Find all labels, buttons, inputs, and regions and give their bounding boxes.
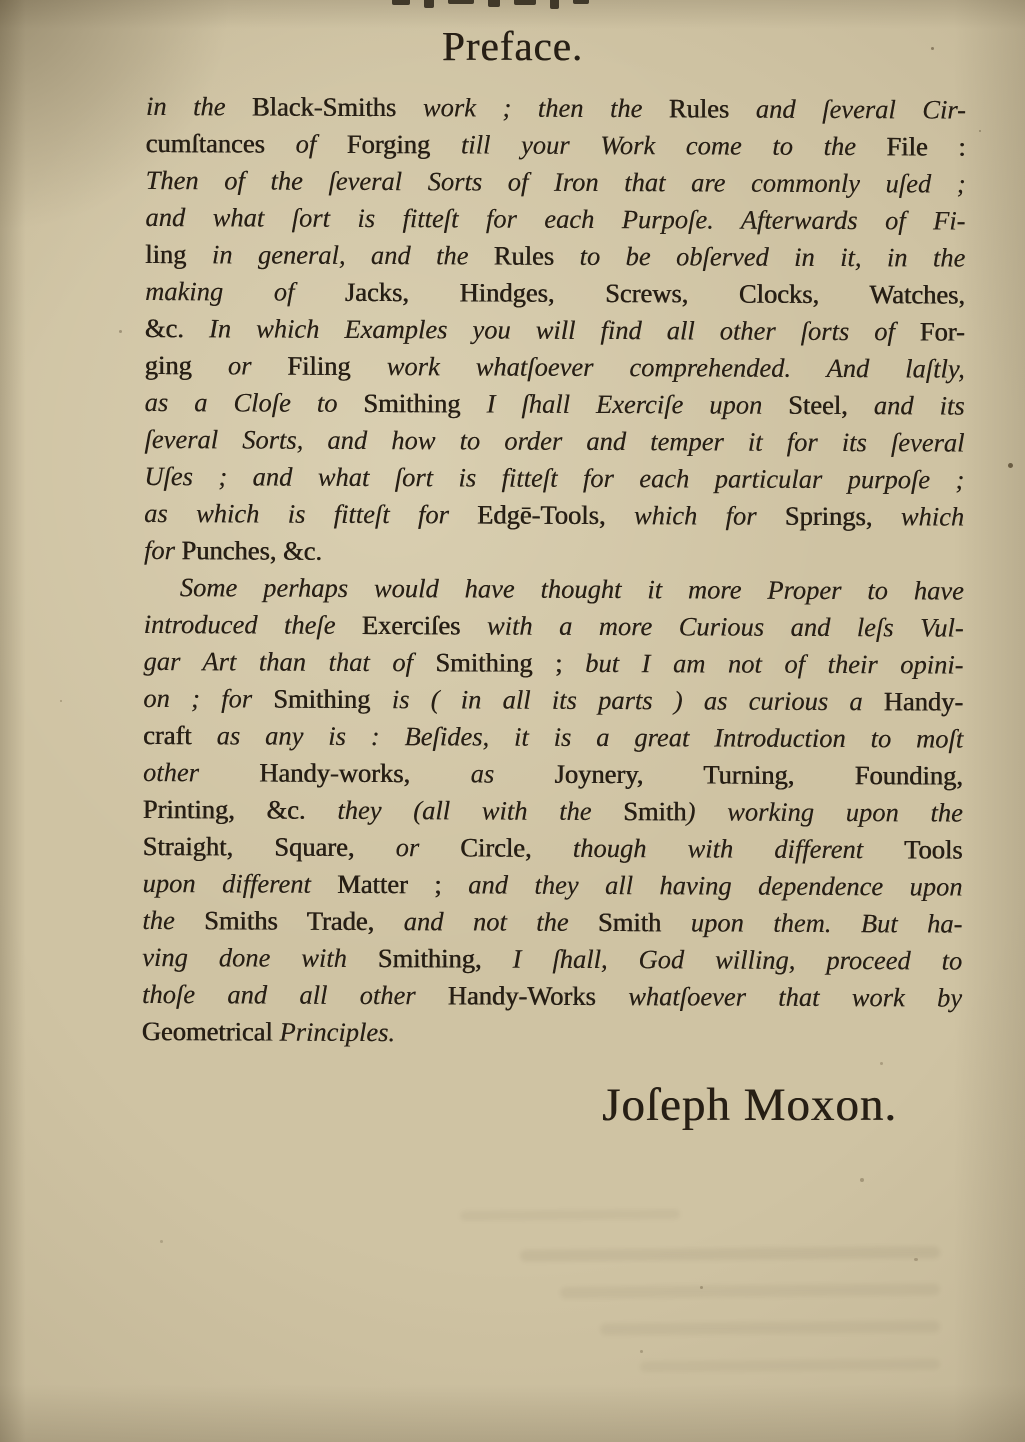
show-through-smudge [600, 1321, 940, 1336]
text-segment: to be obſerved in it, in the [579, 240, 966, 273]
text-segment: &c. [144, 312, 210, 344]
text-segment: on ; for [143, 682, 274, 714]
paper-speckle [914, 1258, 918, 1261]
text-line [145, 347, 965, 388]
body-text [142, 88, 966, 1054]
text-segment: Principles. [279, 1016, 396, 1048]
text-segment: in general, and the [211, 239, 494, 271]
text-segment: is ( in all its parts ) as curious a [391, 684, 884, 717]
text-line [145, 199, 965, 240]
text-segment: gar Art than that of [143, 645, 436, 678]
paper-speckle [880, 1062, 883, 1065]
paper-speckle [119, 330, 122, 333]
text-segment: which [900, 501, 965, 532]
author-signature: Joſeph Moxon. [602, 1079, 897, 1131]
text-segment: work ; then the [422, 92, 669, 124]
text-segment: Smith [597, 906, 691, 938]
text-segment: Springs, [784, 500, 901, 532]
text-segment: as which is fitteſt for [144, 497, 478, 530]
text-segment: with a more Curious and leſs Vul- [486, 610, 964, 643]
text-segment: Forging [346, 128, 461, 160]
page-edge-fragment [573, 0, 589, 4]
text-segment: ging [144, 349, 228, 381]
text-segment: thoſe and all other [141, 978, 448, 1011]
text-segment: ling [145, 238, 212, 270]
text-line [144, 532, 964, 573]
text-segment: Joynery, Turning, Founding, [554, 758, 964, 791]
text-segment: but I am not of their opini- [585, 647, 964, 680]
text-segment: making of [145, 275, 346, 307]
page-edge-fragment [392, 0, 410, 5]
text-segment: I ſhall Exerciſe upon [486, 388, 789, 420]
text-segment: work whatſoever comprehended. And laſtly, [386, 351, 965, 384]
text-segment: till your Work come to the [460, 129, 887, 162]
text-line [145, 384, 965, 425]
text-segment: For- [919, 316, 966, 347]
text-segment: and what ſort is fitteſt for each Purpoſe. Afterwards of Fi- [145, 201, 966, 236]
text-segment: Geometrical [141, 1015, 280, 1047]
text-line [143, 754, 963, 795]
show-through-smudge [520, 1246, 940, 1262]
text-segment: Black-Smiths [251, 91, 423, 123]
text-segment: Printing, &c. [142, 793, 338, 825]
text-line [144, 606, 964, 647]
text-segment: Filing [287, 350, 387, 382]
show-through-smudge [640, 1359, 940, 1373]
text-segment: Tools [904, 834, 963, 865]
text-segment: introduced theſe [143, 608, 362, 640]
text-segment: and they all having dependence upon [468, 869, 963, 902]
text-segment: as any is : Beſides, it is a great Introduction to moſt [216, 720, 964, 754]
text-segment: of [295, 128, 347, 159]
text-line [145, 236, 965, 277]
text-line [144, 421, 964, 462]
text-segment: and its [873, 390, 965, 421]
text-line [143, 828, 963, 869]
page-edge-fragment [514, 0, 536, 5]
paper-speckle [860, 1178, 864, 1182]
text-segment: Edgē-Tools, [477, 499, 635, 531]
paper-speckle [160, 1240, 163, 1243]
show-through-smudge [460, 1209, 680, 1221]
page-edge-fragment [448, 0, 474, 4]
paper-speckle [1008, 463, 1013, 468]
text-line [146, 88, 966, 129]
text-segment: Steel, [788, 389, 874, 421]
text-segment: Then of the ſeveral Sorts of Iron that are commonly uſed ; [145, 164, 966, 199]
page-title: Preface. [441, 23, 584, 69]
paper-speckle [60, 700, 62, 702]
text-segment: Exerciſes [361, 609, 488, 641]
text-segment: cumſtances [145, 127, 296, 159]
text-line [144, 569, 964, 610]
paper-speckle [931, 47, 934, 50]
text-segment: Smithing [363, 387, 487, 419]
text-line [144, 458, 964, 499]
text-segment: and ſeveral Cir- [755, 93, 966, 125]
cropped-running-header [392, 0, 682, 12]
paper-speckle [979, 130, 981, 132]
text-segment: in the [145, 90, 253, 122]
text-line [144, 495, 964, 536]
text-segment: I ſhall, God willing, proceed to [512, 943, 963, 976]
text-segment: Circle, [460, 832, 573, 863]
text-line [146, 125, 966, 166]
text-segment: Some perhaps would have thought it more Proper to have [179, 572, 964, 606]
show-through-smudge [560, 1283, 940, 1298]
text-line [143, 717, 963, 758]
text-segment: File : [886, 131, 966, 162]
text-line [142, 902, 962, 943]
text-segment: as a Cloſe to [144, 386, 364, 418]
text-segment: craft [143, 719, 217, 751]
text-segment: and not the [403, 906, 599, 937]
text-segment: Handy- [883, 686, 964, 717]
text-segment: Smithing, [377, 943, 513, 974]
text-segment: or [395, 832, 461, 863]
text-segment: Matter ; [337, 868, 469, 900]
text-segment: though with different [572, 832, 905, 865]
page-edge-fragment [424, 0, 434, 8]
text-segment: Smithing [273, 683, 392, 715]
text-segment: In which Examples you will find all other ſorts of [208, 313, 920, 347]
text-line [142, 976, 962, 1017]
text-segment: Rules [493, 240, 580, 271]
text-segment: Jacks, Hindges, Screws, Clocks, Watches, [344, 276, 966, 310]
text-segment: which for [633, 500, 785, 531]
paper-speckle [640, 1350, 643, 1353]
text-segment: Smiths Trade, [204, 905, 404, 937]
text-segment: Rules [668, 93, 756, 124]
text-line [143, 791, 963, 832]
text-segment: upon different [142, 867, 338, 899]
text-segment: Smith [623, 796, 687, 827]
text-segment: they (all with the [337, 794, 624, 827]
text-line [145, 310, 965, 351]
text-segment: other [142, 756, 260, 788]
text-line [143, 680, 963, 721]
text-segment: for [143, 534, 182, 566]
text-segment: Punches, &c. [181, 535, 323, 566]
text-segment: whatſoever that work by [628, 981, 963, 1013]
text-line [142, 865, 962, 906]
text-segment: Handy-Works [447, 980, 629, 1012]
page-edge-fragment [488, 0, 500, 7]
text-line [142, 1013, 962, 1054]
text-line [145, 273, 965, 314]
text-segment: or [227, 350, 288, 381]
text-segment: Smithing ; [435, 647, 586, 678]
text-segment: Straight, Square, [142, 830, 396, 863]
text-segment: as [470, 758, 555, 789]
text-line [142, 939, 962, 980]
text-segment: ving done with [142, 941, 378, 974]
page-edge-fragment [550, 0, 559, 9]
text-segment: ſeveral Sorts, and how to order and temper it for its ſeveral [144, 423, 965, 458]
text-line [143, 643, 963, 684]
text-segment: upon them. But ha- [690, 907, 963, 939]
text-segment: Uſes ; and what ſort is fitteſt for each particular purpoſe ; [144, 460, 965, 495]
text-segment: Handy-works, [259, 757, 471, 789]
text-line [146, 162, 966, 203]
text-segment: the [142, 904, 205, 936]
text-segment: ) working upon the [686, 796, 963, 828]
